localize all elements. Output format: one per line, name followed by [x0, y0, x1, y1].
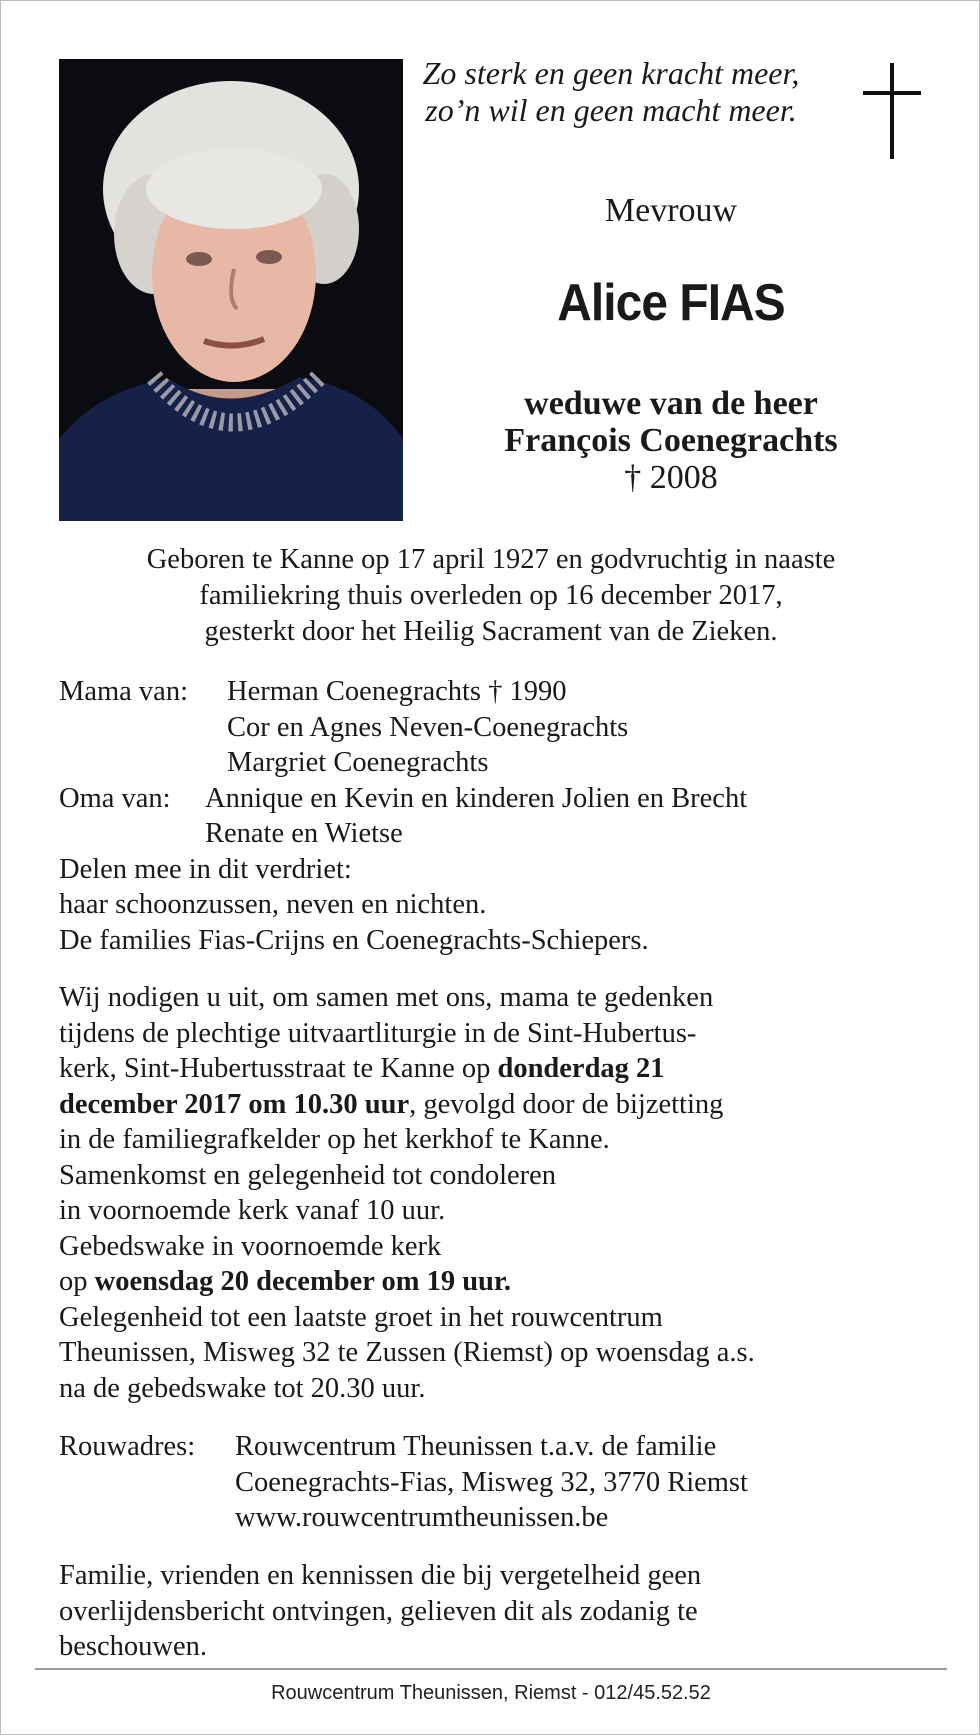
funeral-date: donderdag 21: [497, 1053, 665, 1084]
quote-line: Zo sterk en geen kracht meer,: [422, 55, 800, 91]
widow-line: weduwe van de heer: [524, 385, 818, 422]
spouse-name: François Coenegrachts: [504, 422, 838, 459]
family-section: Mama van: Herman Coenegrachts † 1990 Cor en Agnes Neven-Coenegrachts Margriet Coenegrachts Oma van: Annique en Kevin en kinderen Jolien en Brecht Renate en Wietse Delen mee in dit verdriet: haar schoonzussen, neven en nichten. De families Fias-Crijns en Coenegrachts-Schiepers.: [59, 676, 748, 956]
website-link[interactable]: www.rouwcentrumtheunissen.be: [235, 1502, 609, 1533]
oma-label: Oma van:: [59, 782, 171, 814]
footer-divider: [35, 1668, 947, 1670]
funeral-invitation: Wij nodigen u uit, om samen met ons, mama te gedenken tijdens de plechtige uitvaartliturgie in de Sint-Hubertus- kerk, Sint-Hubertusstraat te Kanne op donderdag 21 december 2017 om 10.30 uur, gevolgd door de bijzetting in de familiegrafkelder op het kerkhof te Kanne. Samenkomst en gelegenheid tot condoleren in voornoemde kerk vanaf 10 uur. Gebedswake in voornoemde kerk op woensdag 20 december om 19 uur. Gelegenheid tot een laatste groet in het rouwcentrum Theunissen, Misweg 32 te Zussen (Riemst) op woensdag a.s. na de gebedswake tot 20.30 uur.: [59, 982, 755, 1404]
portrait-photo: [59, 59, 403, 521]
deceased-name: Alice FIAS: [557, 274, 785, 332]
widow-info: [421, 385, 921, 496]
wake-date: woensdag 20 december om 19 uur.: [94, 1266, 512, 1297]
birth-death-text: Geboren te Kanne op 17 april 1927 en godvruchtig in naaste familiekring thuis overleden op 16 december 2017, gesterkt door het Heilig Sacrament van de Zieken.: [146, 544, 836, 647]
honorific: Mevrouw: [604, 192, 738, 229]
small-cross-icon: †: [624, 459, 642, 496]
address-label: Rouwadres:: [59, 1431, 196, 1462]
quote: [411, 55, 811, 129]
closing-note: Familie, vrienden en kennissen die bij vergetelheid geen overlijdensbericht ontvingen, gelieven dit als zodanig te beschouwen.: [59, 1560, 702, 1662]
footer-contact: Rouwcentrum Theunissen, Riemst - 012/45.52.52: [271, 1682, 711, 1704]
portrait-illustration: [59, 59, 403, 521]
latin-cross-icon: [863, 63, 921, 159]
funeral-time: december 2017 om 10.30 uur: [59, 1088, 410, 1120]
mama-label: Mama van:: [59, 676, 189, 707]
spouse-death-year: † 2008: [624, 459, 718, 496]
mourning-address: Rouwadres: Rouwcentrum Theunissen t.a.v. de familie Coenegrachts-Fias, Misweg 32, 3770 Riemst www.rouwcentrumtheunissen.be: [59, 1429, 949, 1536]
quote-line: zo’n wil en geen macht meer.: [425, 92, 797, 128]
